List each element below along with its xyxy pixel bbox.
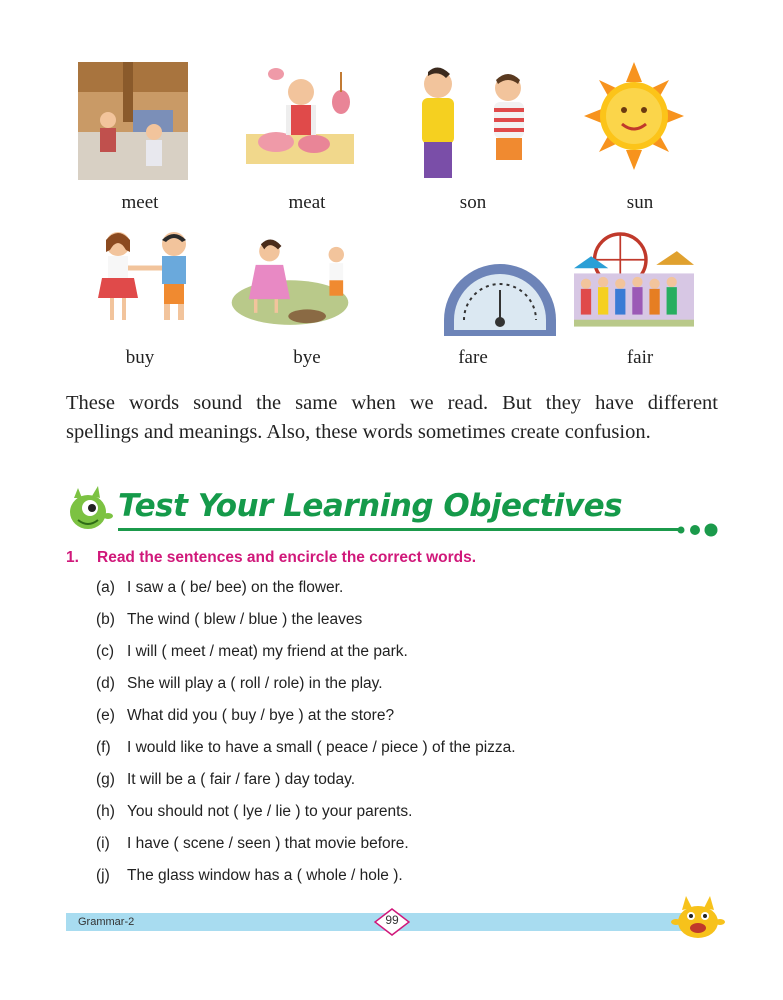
- yellow-monster-mascot-icon: [670, 892, 726, 940]
- item-label: (d): [96, 675, 115, 692]
- item-text: What did you ( buy / bye ) at the store?: [127, 707, 395, 724]
- exercise-item: [96, 867, 403, 885]
- item-text: I would like to have a small ( peace / piece ) of the pizza.: [127, 739, 516, 756]
- question-title: [66, 549, 476, 567]
- exercise-item: [96, 835, 409, 853]
- item-text: I have ( scene / seen ) that movie before.: [127, 835, 409, 852]
- intro-paragraph: [66, 389, 718, 447]
- item-text: The wind ( blew / blue ) the leaves: [127, 611, 363, 628]
- paragraph-line: These words sound the same when we read. But they have different: [66, 392, 718, 414]
- caption-meat: meat: [288, 192, 326, 213]
- item-label: (f): [96, 739, 111, 756]
- item-label: (a): [96, 579, 115, 596]
- decorative-dots-icon: [676, 522, 720, 538]
- waving-goodbye-icon: [230, 222, 350, 342]
- item-label: (i): [96, 835, 110, 852]
- caption-fair: fair: [626, 347, 654, 368]
- question-number: 1.: [66, 549, 79, 566]
- item-label: (j): [96, 867, 110, 884]
- caption-son: son: [459, 192, 487, 213]
- item-text: You should not ( lye / lie ) to your parents.: [127, 803, 413, 820]
- exercise-item: [96, 611, 362, 629]
- page-number: 99: [385, 913, 399, 927]
- exercise-item: [96, 707, 394, 725]
- handshake-icon: [90, 222, 210, 342]
- item-text: The glass window has a ( whole / hole ).: [127, 867, 403, 884]
- caption-buy: buy: [125, 347, 155, 368]
- item-label: (b): [96, 611, 115, 628]
- caption-meet: meet: [121, 192, 159, 213]
- father-son-icon: [410, 62, 530, 182]
- item-label: (g): [96, 771, 115, 788]
- item-text: She will play a ( roll / role) in the play.: [127, 675, 383, 692]
- sun-icon: [584, 62, 704, 182]
- exercise-item: [96, 803, 412, 821]
- item-text: I will ( meet / meat) my friend at the park.: [127, 643, 408, 660]
- section-title: Test Your Learning Objectives: [118, 488, 623, 524]
- fair-crowd-icon: [574, 222, 694, 342]
- caption-sun: sun: [626, 192, 654, 213]
- butcher-icon: [246, 62, 366, 182]
- item-label: (c): [96, 643, 115, 660]
- caption-fare: fare: [458, 347, 488, 368]
- item-text: I saw a ( be/ bee) on the flower.: [127, 579, 344, 596]
- exercise-item: [96, 739, 516, 757]
- item-text: It will be a ( fair / fare ) day today.: [127, 771, 355, 788]
- exercise-item: [96, 771, 355, 789]
- heading-underline: [118, 528, 680, 531]
- people-meeting-shop-icon: [78, 62, 198, 182]
- exercise-item: [96, 675, 383, 693]
- green-monster-icon: [64, 486, 116, 532]
- paragraph-line: spellings and meanings. Also, these words sometimes create confusion.: [66, 421, 651, 443]
- exercise-item: [96, 643, 408, 661]
- caption-bye: bye: [293, 347, 321, 368]
- footer-book-title: Grammar-2: [78, 916, 135, 928]
- question-text: Read the sentences and encircle the correct words.: [97, 549, 477, 566]
- exercise-item: [96, 579, 343, 597]
- item-label: (e): [96, 707, 115, 724]
- item-label: (h): [96, 803, 115, 820]
